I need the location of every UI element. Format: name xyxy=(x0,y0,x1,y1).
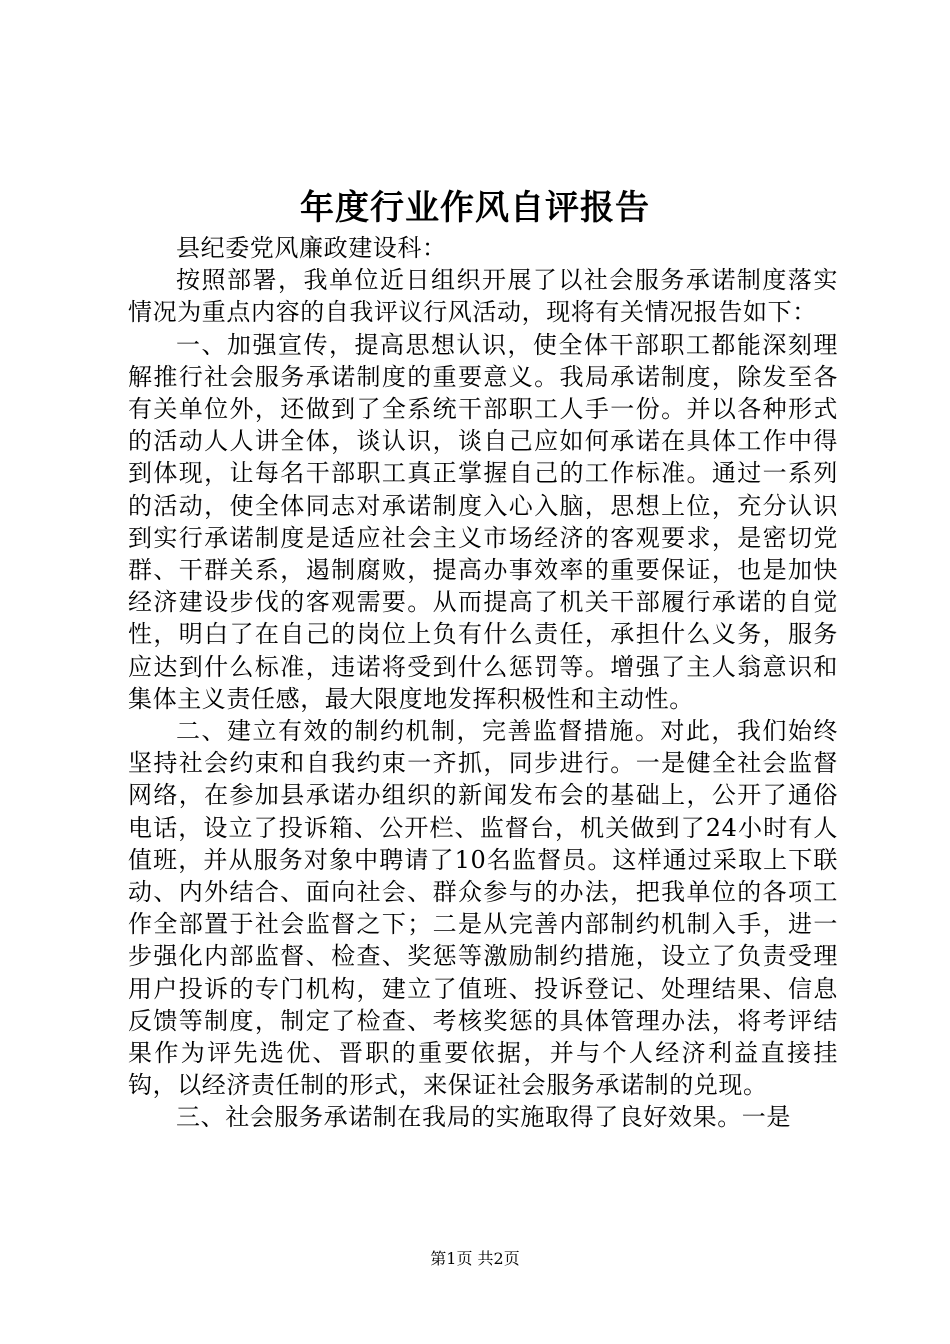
section-three-paragraph: 三、社会服务承诺制在我局的实施取得了良好效果。一是 xyxy=(176,1103,791,1132)
document-body xyxy=(128,232,838,1134)
document-title: 年度行业作风自评报告 xyxy=(300,188,650,228)
salutation: 县纪委党风廉政建设科： xyxy=(176,234,447,262)
section-one-paragraph: 一、加强宣传，提高思想认识，使全体干部职工都能深刻理解推行社会服务承诺制度的重要意义。我局承诺制度，除发至各有关单位外，还做到了全系统干部职工人手一份。并以各种形式的活动人人讲全体，谈认识，谈自己应如何承诺在具体工作中得到体现，让每名干部职工真正掌握自己的工作标准。通过一系列的活动，使全体同志对承诺制度入心入脑，思想上位，充分认识到实行承诺制度是适应社会主义市场经济的客观要求，是密切党群、干群关系，遏制腐败，提高办事效率的重要保证，也是加快经济建设步伐的客观需要。从而提高了机关干部履行承诺的自觉性，明白了在自己的岗位上负有什么责任，承担什么义务，服务应达到什么标准，违诺将受到什么惩罚等。增强了主人翁意识和集体主义责任感，最大限度地发挥积极性和主动性。 xyxy=(128,330,838,713)
section-two-paragraph: 二、建立有效的制约机制，完善监督措施。对此，我们始终坚持社会约束和自我约束一齐抓，同步进行。一是健全社会监督网络，在参加县承诺办组织的新闻发布会的基础上，公开了通俗电话，设立了投诉箱、公开栏、监督台，机关做到了24小时有人值班，并从服务对象中聘请了10名监督员。这样通过采取上下联动、内外结合、面向社会、群众参与的办法，把我单位的各项工作全部置于社会监督之下；二是从完善内部制约机制入手，进一步强化内部监督、检查、奖惩等激励制约措施，设立了负责受理用户投诉的专门机构，建立了值班、投诉登记、处理结果、信息反馈等制度，制定了检查、考核奖惩的具体管理办法，将考评结果作为评先选优、晋职的重要依据，并与个人经济利益直接挂钩，以经济责任制的形式，来保证社会服务承诺制的兑现。 xyxy=(128,717,838,1100)
intro-paragraph: 按照部署，我单位近日组织开展了以社会服务承诺制度落实情况为重点内容的自我评议行风活动，现将有关情况报告如下： xyxy=(128,266,838,327)
page-footer: 第1页 共2页 xyxy=(430,1249,520,1268)
